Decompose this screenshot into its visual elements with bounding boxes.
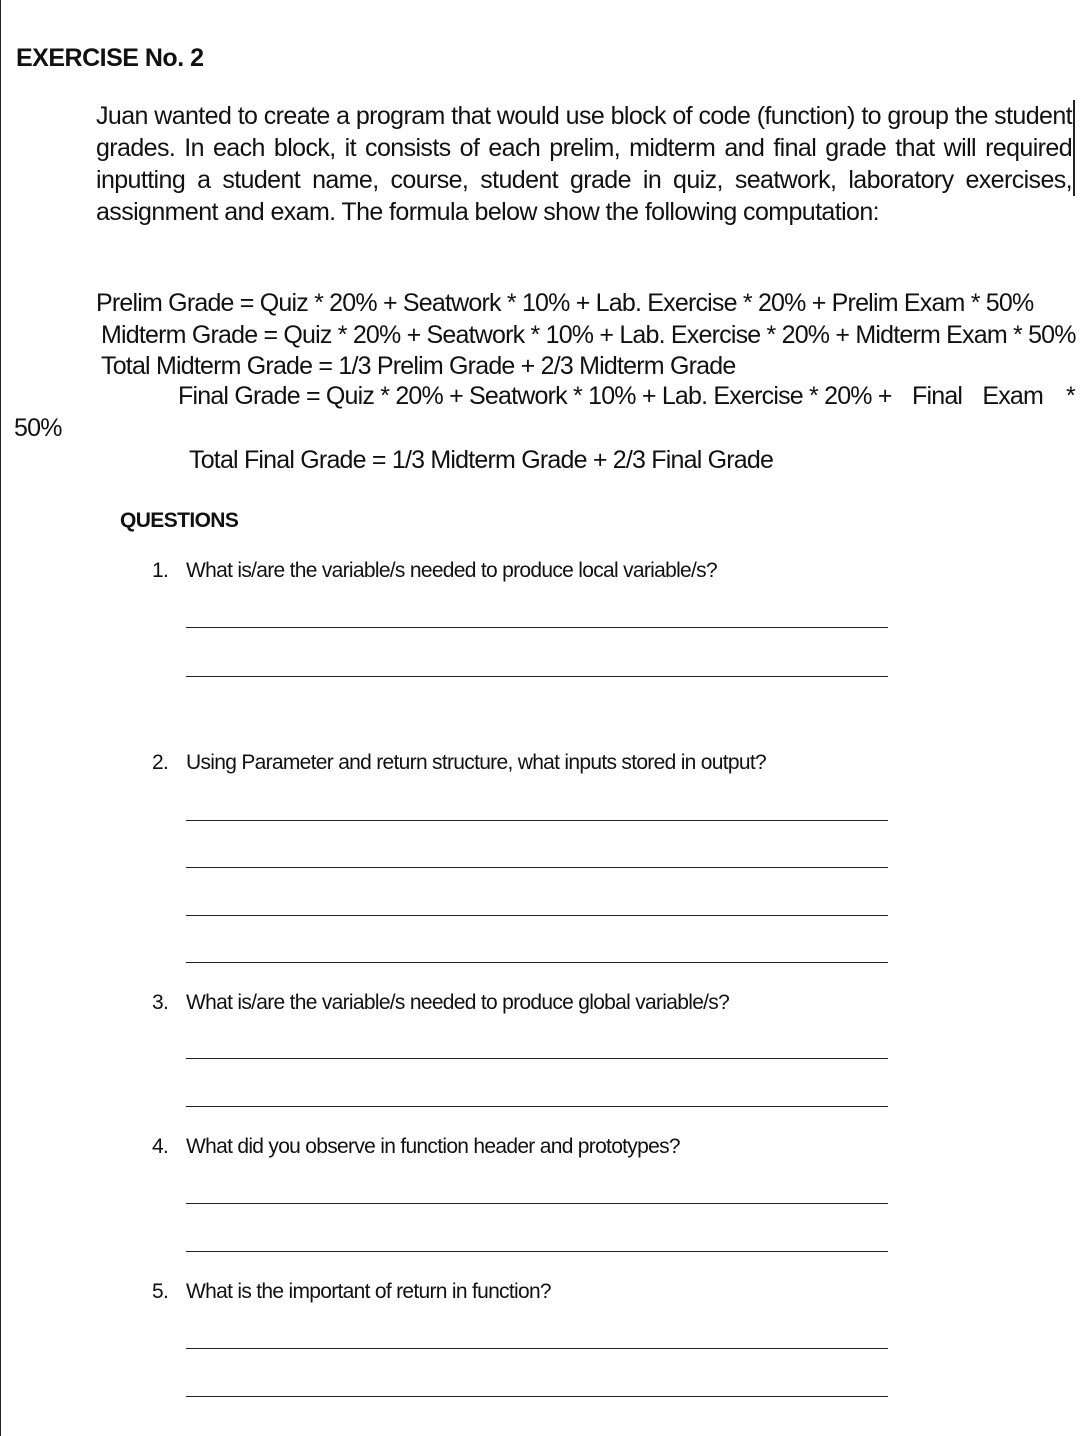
question-1 — [152, 559, 717, 583]
answer-line[interactable] — [186, 915, 888, 916]
answer-line[interactable] — [186, 676, 888, 677]
formula-final-grade-part-a: Final Grade = Quiz * 20% + Seatwork * 10% + Lab. Exercise * 20% + — [178, 382, 892, 410]
intro-paragraph: Juan wanted to create a program that would use block of code (function) to group the student grades. In each block, it consists of each prelim, midterm and final grade that will required inputting a student name, course, student grade in quiz, seatwork, laboratory exercises, assignment and exam. The formula below show the following computation: — [96, 102, 1072, 226]
question-2 — [152, 751, 766, 775]
exercise-title: EXERCISE No. 2 — [16, 44, 204, 72]
page-left-border — [0, 0, 1, 1436]
question-text: Using Parameter and return structure, what inputs stored in output? — [186, 751, 766, 774]
question-4 — [152, 1135, 680, 1159]
formula-total-final-grade: Total Final Grade = 1/3 Midterm Grade + 2/3 Final Grade — [189, 446, 774, 474]
question-number: 2. — [152, 751, 169, 774]
answer-line[interactable] — [186, 820, 888, 821]
question-number: 4. — [152, 1135, 169, 1158]
formula-final-grade-part-b: Final Exam — [912, 382, 1044, 410]
question-3 — [152, 991, 729, 1015]
question-text: What is the important of return in function? — [186, 1280, 551, 1303]
answer-line[interactable] — [186, 1058, 888, 1059]
question-5 — [152, 1280, 551, 1304]
question-number: 3. — [152, 991, 169, 1014]
formula-midterm-grade: Midterm Grade = Quiz * 20% + Seatwork * 10% + Lab. Exercise * 20% + Midterm Exam * 50% — [101, 321, 1076, 349]
question-number: 1. — [152, 559, 169, 582]
answer-line[interactable] — [186, 1396, 888, 1397]
answer-line[interactable] — [186, 867, 888, 868]
formula-final-grade-wrap: 50% — [14, 414, 62, 442]
answer-line[interactable] — [186, 1203, 888, 1204]
formula-final-grade-asterisk: * — [1066, 382, 1075, 410]
answer-line[interactable] — [186, 1106, 888, 1107]
question-number: 5. — [152, 1280, 169, 1303]
formula-total-midterm-grade: Total Midterm Grade = 1/3 Prelim Grade + 2/3 Midterm Grade — [101, 352, 736, 380]
question-text: What is/are the variable/s needed to produce global variable/s? — [186, 991, 730, 1014]
answer-line[interactable] — [186, 1348, 888, 1349]
answer-line[interactable] — [186, 627, 888, 628]
answer-line[interactable] — [186, 1251, 888, 1252]
formula-prelim-grade: Prelim Grade = Quiz * 20% + Seatwork * 10% + Lab. Exercise * 20% + Prelim Exam * 50% — [96, 289, 1034, 317]
question-text: What is/are the variable/s needed to produce local variable/s? — [186, 559, 717, 582]
answer-line[interactable] — [186, 962, 888, 963]
questions-heading: QUESTIONS — [120, 509, 239, 532]
page-right-border — [1073, 100, 1075, 196]
question-text: What did you observe in function header and prototypes? — [186, 1135, 680, 1158]
